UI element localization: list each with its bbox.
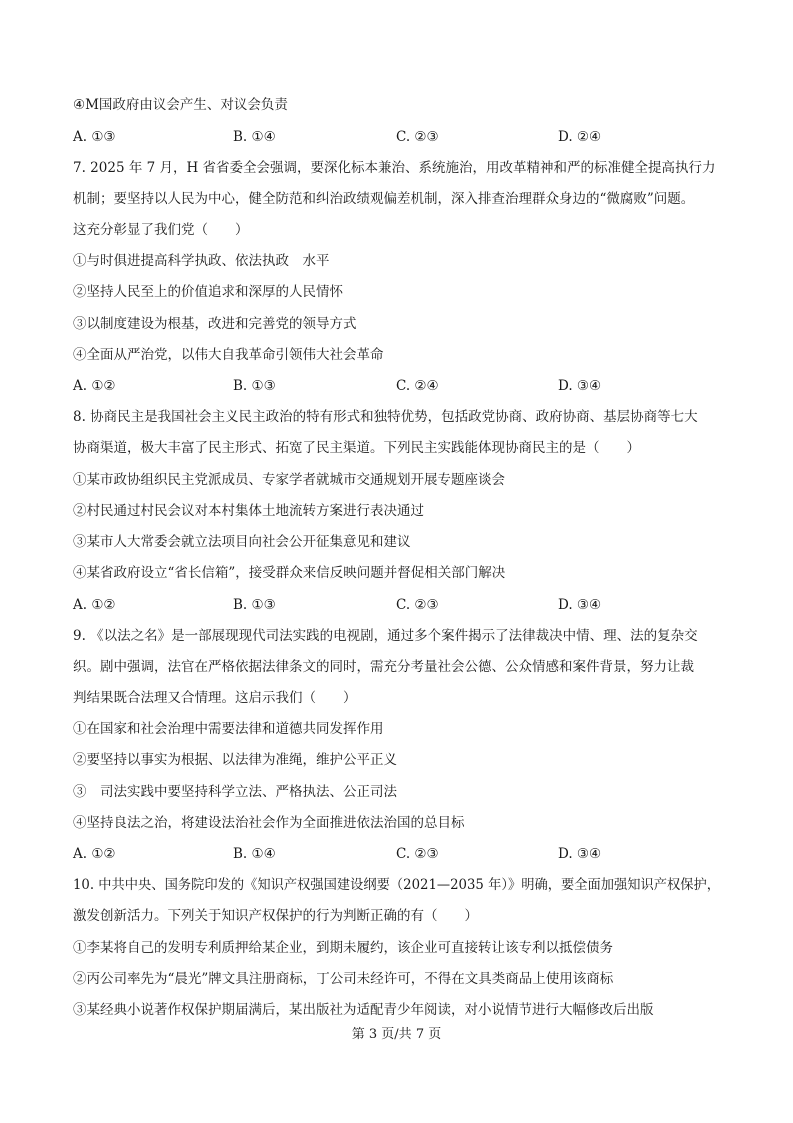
q8-item-2: ②村民通过村民会议对本村集体土地流转方案进行表决通过 — [73, 503, 424, 519]
q7-item-3: ③以制度建设为根基，改进和完善党的领导方式 — [73, 316, 357, 332]
q9-stem-line-2: 织。剧中强调，法官在严格依据法律条文的同时，需充分考量社会公德、公众情感和案件背景，努力让裁 — [73, 659, 694, 675]
q7-stem-line-1: 7. 2025 年 7 月，H 省省委全会强调，要深化标本兼治、系统施治，用改革精神和严的标准健全提高执行力 — [73, 160, 716, 176]
q6-options — [73, 128, 713, 146]
q9-option-d: D. ③④ — [558, 846, 602, 862]
q10-item-3: ③某经典小说著作权保护期届满后，某出版社为适配青少年阅读，对小说情节进行大幅修改后出版 — [73, 1002, 654, 1018]
q9-item-3: ③ 司法实践中要坚持科学立法、严格执法、公正司法 — [73, 784, 397, 800]
q8-stem-line-1: 8. 协商民主是我国社会主义民主政治的特有形式和独特优势，包括政党协商、政府协商、基层协商等七大 — [73, 409, 698, 425]
q7-stem-line-3: 这充分彰显了我们党（ ） — [73, 222, 249, 238]
q7-item-4: ④全面从严治党，以伟大自我革命引领伟大社会革命 — [73, 347, 384, 363]
q8-option-c: C. ②③ — [396, 597, 439, 613]
q6-option-c: C. ②③ — [396, 129, 439, 145]
q6-option-a: A. ①③ — [73, 129, 116, 145]
q9-stem-line-3: 判结果既合法理又合情理。这启示我们（ ） — [73, 690, 357, 706]
q10-stem-line-1: 10. 中共中央、国务院印发的《知识产权强国建设纲要（2021—2035 年）》明确，要全面加强知识产权保护， — [73, 877, 721, 893]
q8-option-a: A. ①② — [73, 597, 116, 613]
q8-option-b: B. ①③ — [233, 597, 276, 613]
q9-item-1: ①在国家和社会治理中需要法律和道德共同发挥作用 — [73, 721, 384, 737]
q6-item-4: ④M国政府由议会产生、对议会负责 — [73, 97, 288, 113]
q8-item-3: ③某市人大常委会就立法项目向社会公开征集意见和建议 — [73, 534, 411, 550]
q8-option-d: D. ③④ — [558, 597, 602, 613]
q10-item-1: ①李某将自己的发明专利质押给某企业，到期未履约，该企业可直接转让该专利以抵偿债务 — [73, 940, 613, 956]
q9-stem-line-1: 9. 《以法之名》是一部展现现代司法实践的电视剧，通过多个案件揭示了法律裁决中情、理、法的复杂交 — [73, 628, 698, 644]
q9-option-b: B. ①④ — [233, 846, 276, 862]
q7-options — [73, 377, 713, 395]
q7-item-2: ②坚持人民至上的价值追求和深厚的人民情怀 — [73, 284, 343, 300]
q8-item-4: ④某省政府设立“省长信箱”，接受群众来信反映问题并督促相关部门解决 — [73, 565, 506, 581]
q10-stem-line-2: 激发创新活力。下列关于知识产权保护的行为判断正确的有（ ） — [73, 908, 478, 924]
q7-option-a: A. ①② — [73, 378, 116, 394]
q8-item-1: ①某市政协组织民主党派成员、专家学者就城市交通规划开展专题座谈会 — [73, 472, 505, 488]
q7-stem-line-2: 机制；要坚持以人民为中心，健全防范和纠治政绩观偏差机制，深入排查治理群众身边的“微腐败”问题。 — [73, 191, 695, 207]
q9-options — [73, 845, 713, 863]
q7-item-1: ①与时俱进提高科学执政、依法执政 水平 — [73, 253, 330, 269]
q6-option-d: D. ②④ — [558, 129, 602, 145]
q9-option-a: A. ①② — [73, 846, 116, 862]
q7-option-c: C. ②④ — [396, 378, 439, 394]
q7-option-b: B. ①③ — [233, 378, 276, 394]
q9-item-4: ④坚持良法之治，将建设法治社会作为全面推进依法治国的总目标 — [73, 815, 465, 831]
q9-option-c: C. ②③ — [396, 846, 439, 862]
q7-option-d: D. ③④ — [558, 378, 602, 394]
q9-item-2: ②要坚持以事实为根据、以法律为准绳，维护公平正义 — [73, 752, 397, 768]
q10-item-2: ②丙公司率先为“晨光”牌文具注册商标，丁公司未经许可，不得在文具类商品上使用该商标 — [73, 971, 614, 987]
q6-option-b: B. ①④ — [233, 129, 276, 145]
q8-options — [73, 596, 713, 614]
page-footer: 第 3 页/共 7 页 — [351, 1027, 442, 1042]
q8-stem-line-2: 协商渠道，极大丰富了民主形式、拓宽了民主渠道。下列民主实践能体现协商民主的是（ ） — [73, 440, 640, 456]
